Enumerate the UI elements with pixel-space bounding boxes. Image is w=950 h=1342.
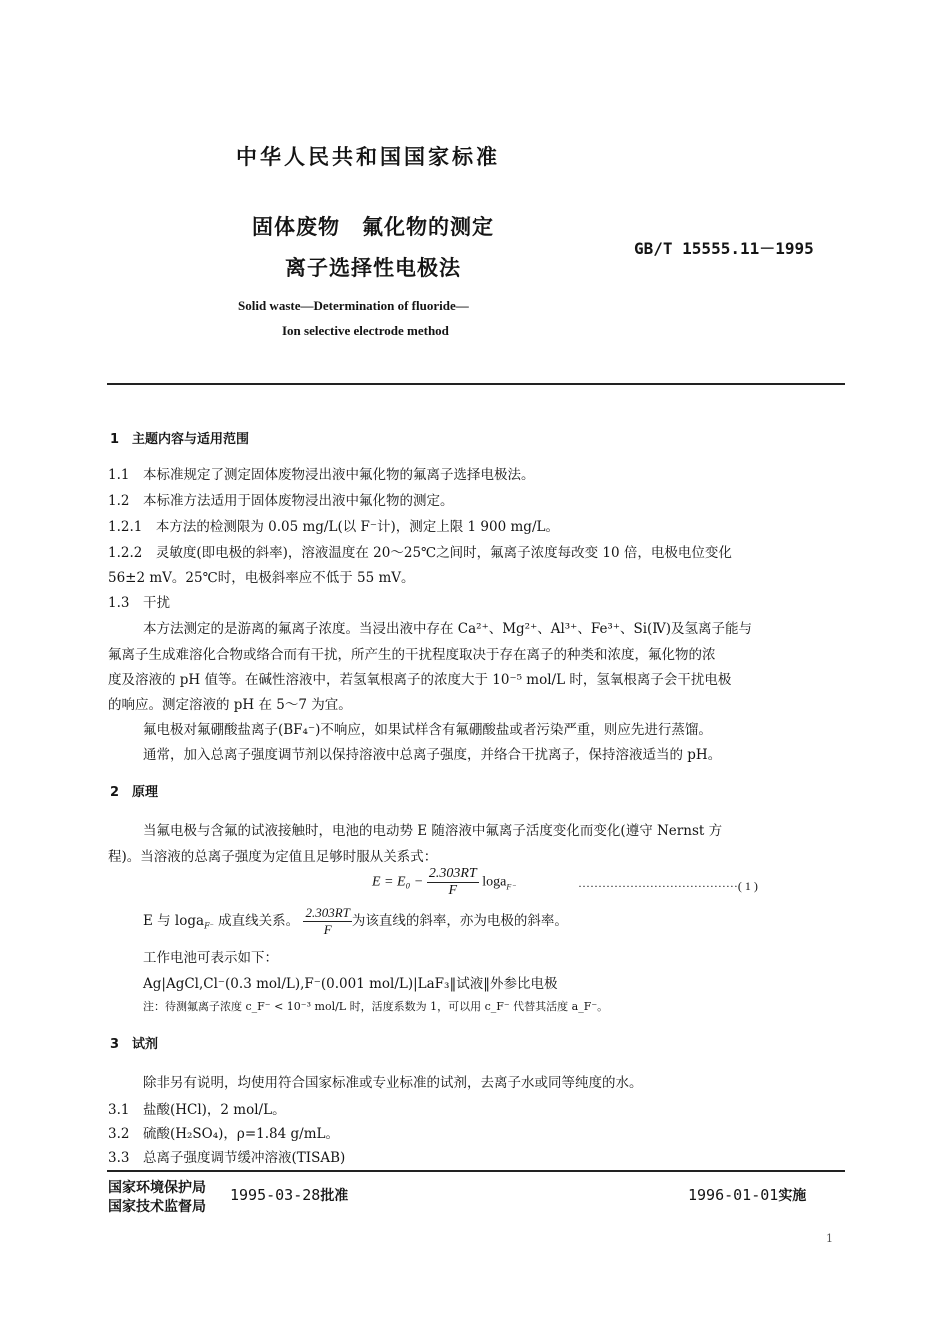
clause-3-3: 3.3 总离子强度调节缓冲溶液(TISAB) [108, 1150, 346, 1166]
title-en-line2: Ion selective electrode method [282, 323, 449, 338]
formula-rhs-subscript: F⁻ [506, 882, 516, 892]
principle-para-line2: 程)。当溶液的总离子强度为定值且足够时服从关系式： [108, 849, 438, 865]
interference-para-line4: 的响应。测定溶液的 pH 在 5～7 为宜。 [108, 697, 352, 713]
fluoroborate-para: 氟电极对氟硼酸盐离子(BF₄⁻)不响应，如果试样含有氟硼酸盐或者污染严重，则应先进行蒸馏。 [143, 722, 712, 738]
slope-numerator: 2.303RT [305, 905, 350, 920]
clause-1-1: 1.1 本标准规定了测定固体废物浸出液中氟化物的氟离子选择电极法。 [108, 467, 535, 483]
principle-para-line1: 当氟电极与含氟的试液接触时，电池的电动势 E 随溶液中氟离子活度变化而变化(遵守 Nernst 方 [143, 823, 723, 839]
implementation-date-block [688, 1185, 806, 1205]
section-2-title: 2 原理 [110, 785, 159, 800]
tisab-para: 通常，加入总离子强度调节剂以保持溶液中总离子强度，并络合干扰离子，保持溶液适当的 pH。 [143, 747, 722, 763]
slope-para-pre: E 与 loga [143, 913, 205, 929]
clause-1-2-2-line2: 56±2 mV。25℃时，电极斜率应不低于 55 mV。 [108, 570, 415, 586]
title-cn-line1: 固体废物 氟化物的测定 [252, 215, 494, 239]
approval-date: 1995-03-28 [230, 1186, 321, 1204]
page-number: 1 [826, 1232, 833, 1245]
formula-numerator: 2.303RT [428, 866, 477, 881]
slope-para-post: 为该直线的斜率，亦为电极的斜率。 [351, 913, 568, 929]
formula-rhs: loga [482, 874, 507, 890]
standard-code: GB/T 15555.11－1995 [634, 239, 814, 258]
title-cn-line2: 离子选择性电极法 [285, 256, 461, 280]
cell-notation: Ag|AgCl,Cl⁻(0.3 mol/L),F⁻(0.001 mol/L)|LaF₃‖试液‖外参比电极 [143, 976, 558, 992]
clause-1-2: 1.2 本标准方法适用于固体废物浸出液中氟化物的测定。 [108, 493, 454, 509]
slope-para [143, 905, 568, 938]
section-3-title: 3 试剂 [110, 1037, 159, 1052]
implementation-date: 1996-01-01 [688, 1186, 779, 1204]
nernst-equation [372, 866, 515, 899]
formula-fraction [427, 866, 479, 899]
cell-intro: 工作电池可表示如下： [143, 950, 278, 966]
slope-denominator: F [323, 922, 332, 937]
interference-para-line2: 氟离子生成难溶化合物或络合而有干扰，所产生的干扰程度取决于存在离子的种类和浓度，氟化物的浓 [108, 647, 716, 663]
approving-agency-1: 国家环境保护局 [108, 1180, 206, 1196]
slope-fraction [303, 905, 351, 938]
interference-para-line1: 本方法测定的是游离的氟离子浓度。当浸出液中存在 Ca²⁺、Mg²⁺、Al³⁺、Fe³⁺、Si(Ⅳ)及氢离子能与 [143, 621, 753, 637]
reagent-intro: 除非另有说明，均使用符合国家标准或专业标准的试剂，去离子水或同等纯度的水。 [143, 1075, 643, 1091]
activity-note: 注：待测氟离子浓度 c_F⁻ < 10⁻³ mol/L 时，活度系数为 1，可以用 c_F⁻ 代替其活度 a_F⁻。 [143, 1000, 609, 1013]
implementation-label: 实施 [778, 1188, 807, 1204]
clause-3-2: 3.2 硫酸(H₂SO₄)，ρ=1.84 g/mL。 [108, 1126, 339, 1142]
clause-1-2-1: 1.2.1 本方法的检测限为 0.05 mg/L(以 F⁻计)，测定上限 1 900 mg/L。 [108, 519, 559, 535]
formula-lhs: E = E₀ − [372, 874, 424, 890]
clause-1-3: 1.3 干扰 [108, 595, 170, 611]
clause-1-2-2-line1: 1.2.2 灵敏度(即电极的斜率)，溶液温度在 20～25℃之间时，氟离子浓度每改变 10 倍，电极电位变化 [108, 545, 732, 561]
approval-label: 批准 [320, 1188, 349, 1204]
formula-denominator: F [448, 883, 458, 898]
clause-3-1: 3.1 盐酸(HCl)，2 mol/L。 [108, 1102, 286, 1118]
interference-para-line3: 度及溶液的 pH 值等。在碱性溶液中，若氢氧根离子的浓度大于 10⁻⁵ mol/L 时，氢氧根离子会干扰电极 [108, 672, 732, 688]
national-standard-header: 中华人民共和国国家标准 [236, 145, 500, 169]
equation-number: ········································( 1 ) [578, 879, 758, 893]
footer-divider [107, 1170, 845, 1172]
slope-para-subscript: F⁻ [204, 921, 214, 931]
section-1-title: 1 主题内容与适用范围 [110, 432, 250, 447]
title-divider [107, 383, 845, 385]
approving-agency-2: 国家技术监督局 [108, 1199, 206, 1215]
slope-para-mid: 成直线关系。 [213, 913, 300, 929]
title-en-line1: Solid waste—Determination of fluoride— [238, 298, 469, 313]
approval-date-block [230, 1185, 348, 1205]
